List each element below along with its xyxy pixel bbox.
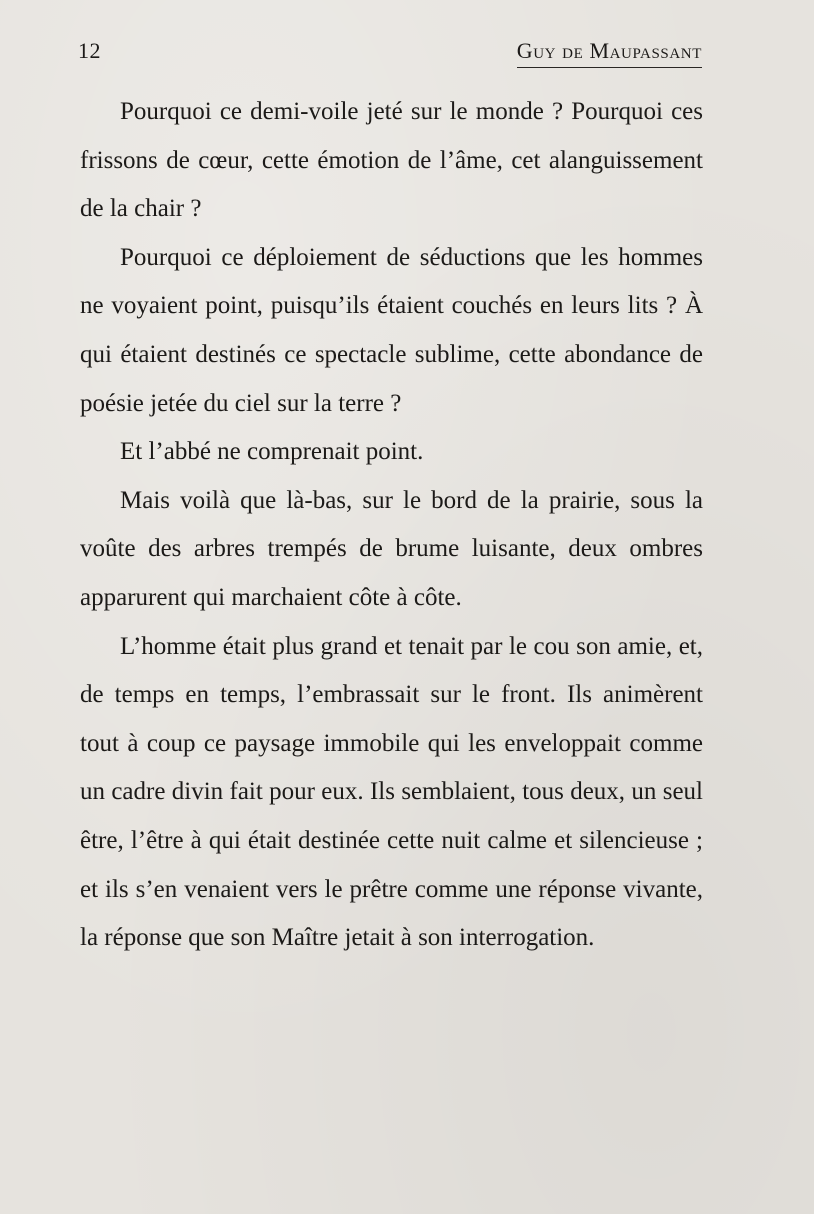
paragraph: Pourquoi ce déploiement de séductions que les hommes ne voyaient point, puisqu’ils étaient couchés en leurs lits ? À qui étaient destinés ce spectacle sublime, cette abondance de poésie jetée du ciel sur la terre ? [80, 243, 703, 417]
running-head: Guy de Maupassant [517, 38, 702, 68]
paragraph: Et l’abbé ne comprenait point. [120, 438, 424, 466]
paragraph: Pourquoi ce demi-voile jeté sur le monde ? Pourquoi ces frissons de cœur, cette émotion de l’âme, cet alanguissement de la chair ? [80, 98, 703, 223]
body-text [80, 88, 703, 963]
page-number: 12 [78, 38, 101, 63]
page-header [78, 34, 702, 70]
paragraph: L’homme était plus grand et tenait par le cou son amie, et, de temps en temps, l’embrassait sur le front. Ils animèrent tout à coup ce paysage immobile qui les enveloppait comme un cadre divin fait pour eux. Ils semblaient, tous deux, un seul être, l’être à qui était destinée cette nuit calme et silencieuse ; et ils s’en venaient vers le prêtre comme une réponse vivante, la réponse que son Maître jetait à son interrogation. [80, 632, 703, 952]
paragraph: Mais voilà que là-bas, sur le bord de la prairie, sous la voûte des arbres trempés de brume luisante, deux ombres apparurent qui marchaient côte à côte. [80, 486, 703, 611]
